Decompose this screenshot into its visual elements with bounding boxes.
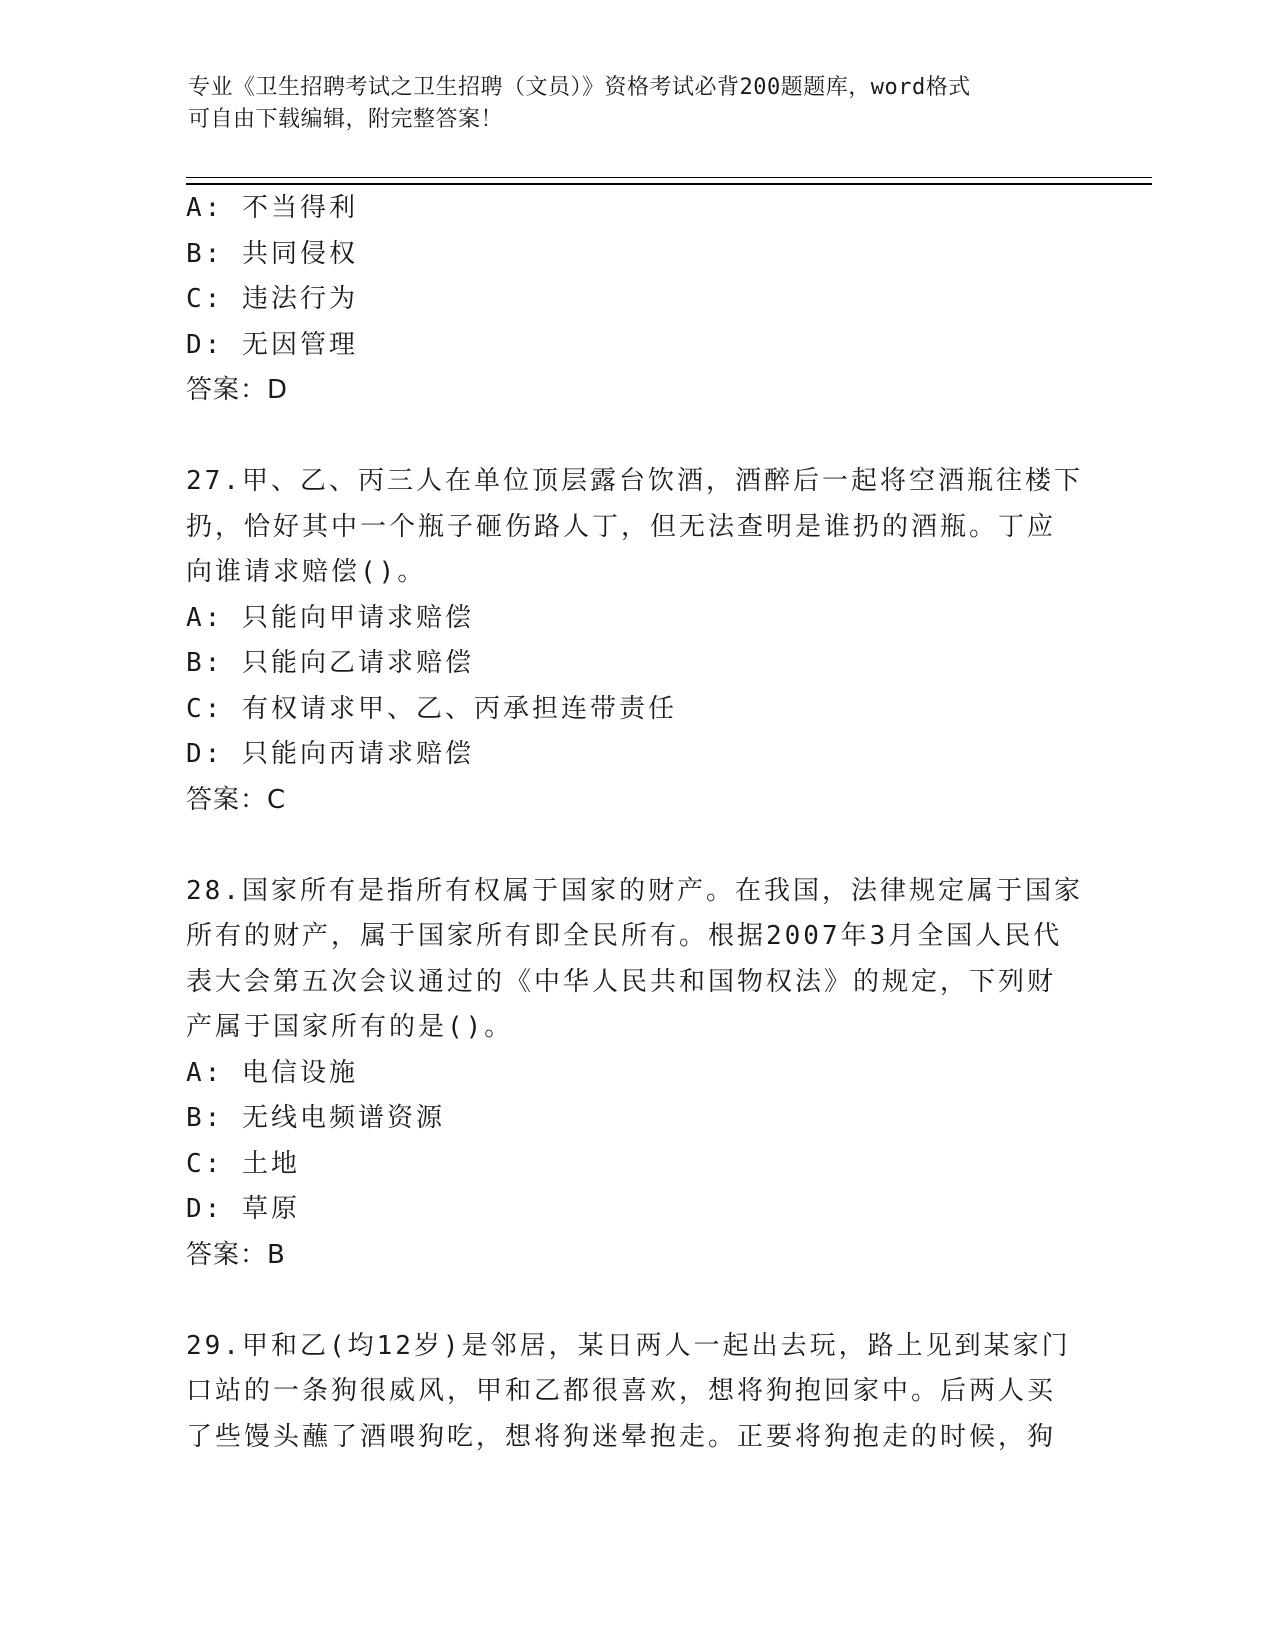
question-text-line: 表大会第五次会议通过的《中华人民共和国物权法》的规定，下列财 <box>186 966 1057 997</box>
option-a: A: 只能向甲请求赔偿 <box>186 602 474 633</box>
option-d: D: 草原 <box>186 1194 300 1224</box>
option-c: C: 有权请求甲、乙、丙承担连带责任 <box>186 693 677 724</box>
header-title-line-2: 可自由下载编辑，附完整答案！ <box>188 107 504 132</box>
option-d: D: 无因管理 <box>186 329 358 360</box>
spacer <box>186 823 1086 869</box>
question-text-line: 28.国家所有是指所有权属于国家的财产。在我国，法律规定属于国家 <box>186 875 1083 906</box>
option-b: B: 无线电频谱资源 <box>186 1103 445 1133</box>
spacer <box>186 414 1086 460</box>
option-c: C: 违法行为 <box>186 284 358 314</box>
option-a: A: 不当得利 <box>186 193 358 223</box>
question-27 <box>186 459 1086 823</box>
page-header <box>188 72 1068 136</box>
option-d: D: 只能向丙请求赔偿 <box>186 739 474 769</box>
question-text-line: 了些馒头蘸了酒喂狗吃，想将狗迷晕抱走。正要将狗抱走的时候，狗 <box>186 1421 1057 1452</box>
question-text-line: 27.甲、乙、丙三人在单位顶层露台饮酒，酒醉后一起将空酒瓶往楼下 <box>186 466 1083 496</box>
question-text-line: 口站的一条狗很威风，甲和乙都很喜欢，想将狗抱回家中。后两人买 <box>186 1376 1057 1406</box>
header-divider <box>186 177 1152 185</box>
document-body <box>186 186 1086 1460</box>
question-text-line: 29.甲和乙(均12岁)是邻居，某日两人一起出去玩，路上见到某家门 <box>186 1330 1071 1361</box>
answer-line: 答案：B <box>186 1239 286 1270</box>
answer-line: 答案：D <box>186 375 289 405</box>
spacer <box>186 1278 1086 1324</box>
option-c: C: 土地 <box>186 1148 300 1179</box>
header-title-line-1: 专业《卫生招聘考试之卫生招聘（文员）》资格考试必背200题题库，word格式 <box>188 75 971 100</box>
option-b: B: 共同侵权 <box>186 238 358 269</box>
question-28 <box>186 869 1086 1279</box>
question-text-line: 扔，恰好其中一个瓶子砸伤路人丁，但无法查明是谁扔的酒瓶。丁应 <box>186 511 1057 542</box>
option-b: B: 只能向乙请求赔偿 <box>186 648 474 678</box>
answer-line: 答案：C <box>186 784 287 815</box>
question-text-line: 向谁请求赔偿()。 <box>186 557 427 587</box>
option-a: A: 电信设施 <box>186 1057 358 1088</box>
question-text-line: 产属于国家所有的是()。 <box>186 1012 514 1042</box>
question-29 <box>186 1324 1086 1461</box>
question-text-line: 所有的财产，属于国家所有即全民所有。根据2007年3月全国人民代 <box>186 921 1063 951</box>
question-26-options <box>186 186 1086 414</box>
